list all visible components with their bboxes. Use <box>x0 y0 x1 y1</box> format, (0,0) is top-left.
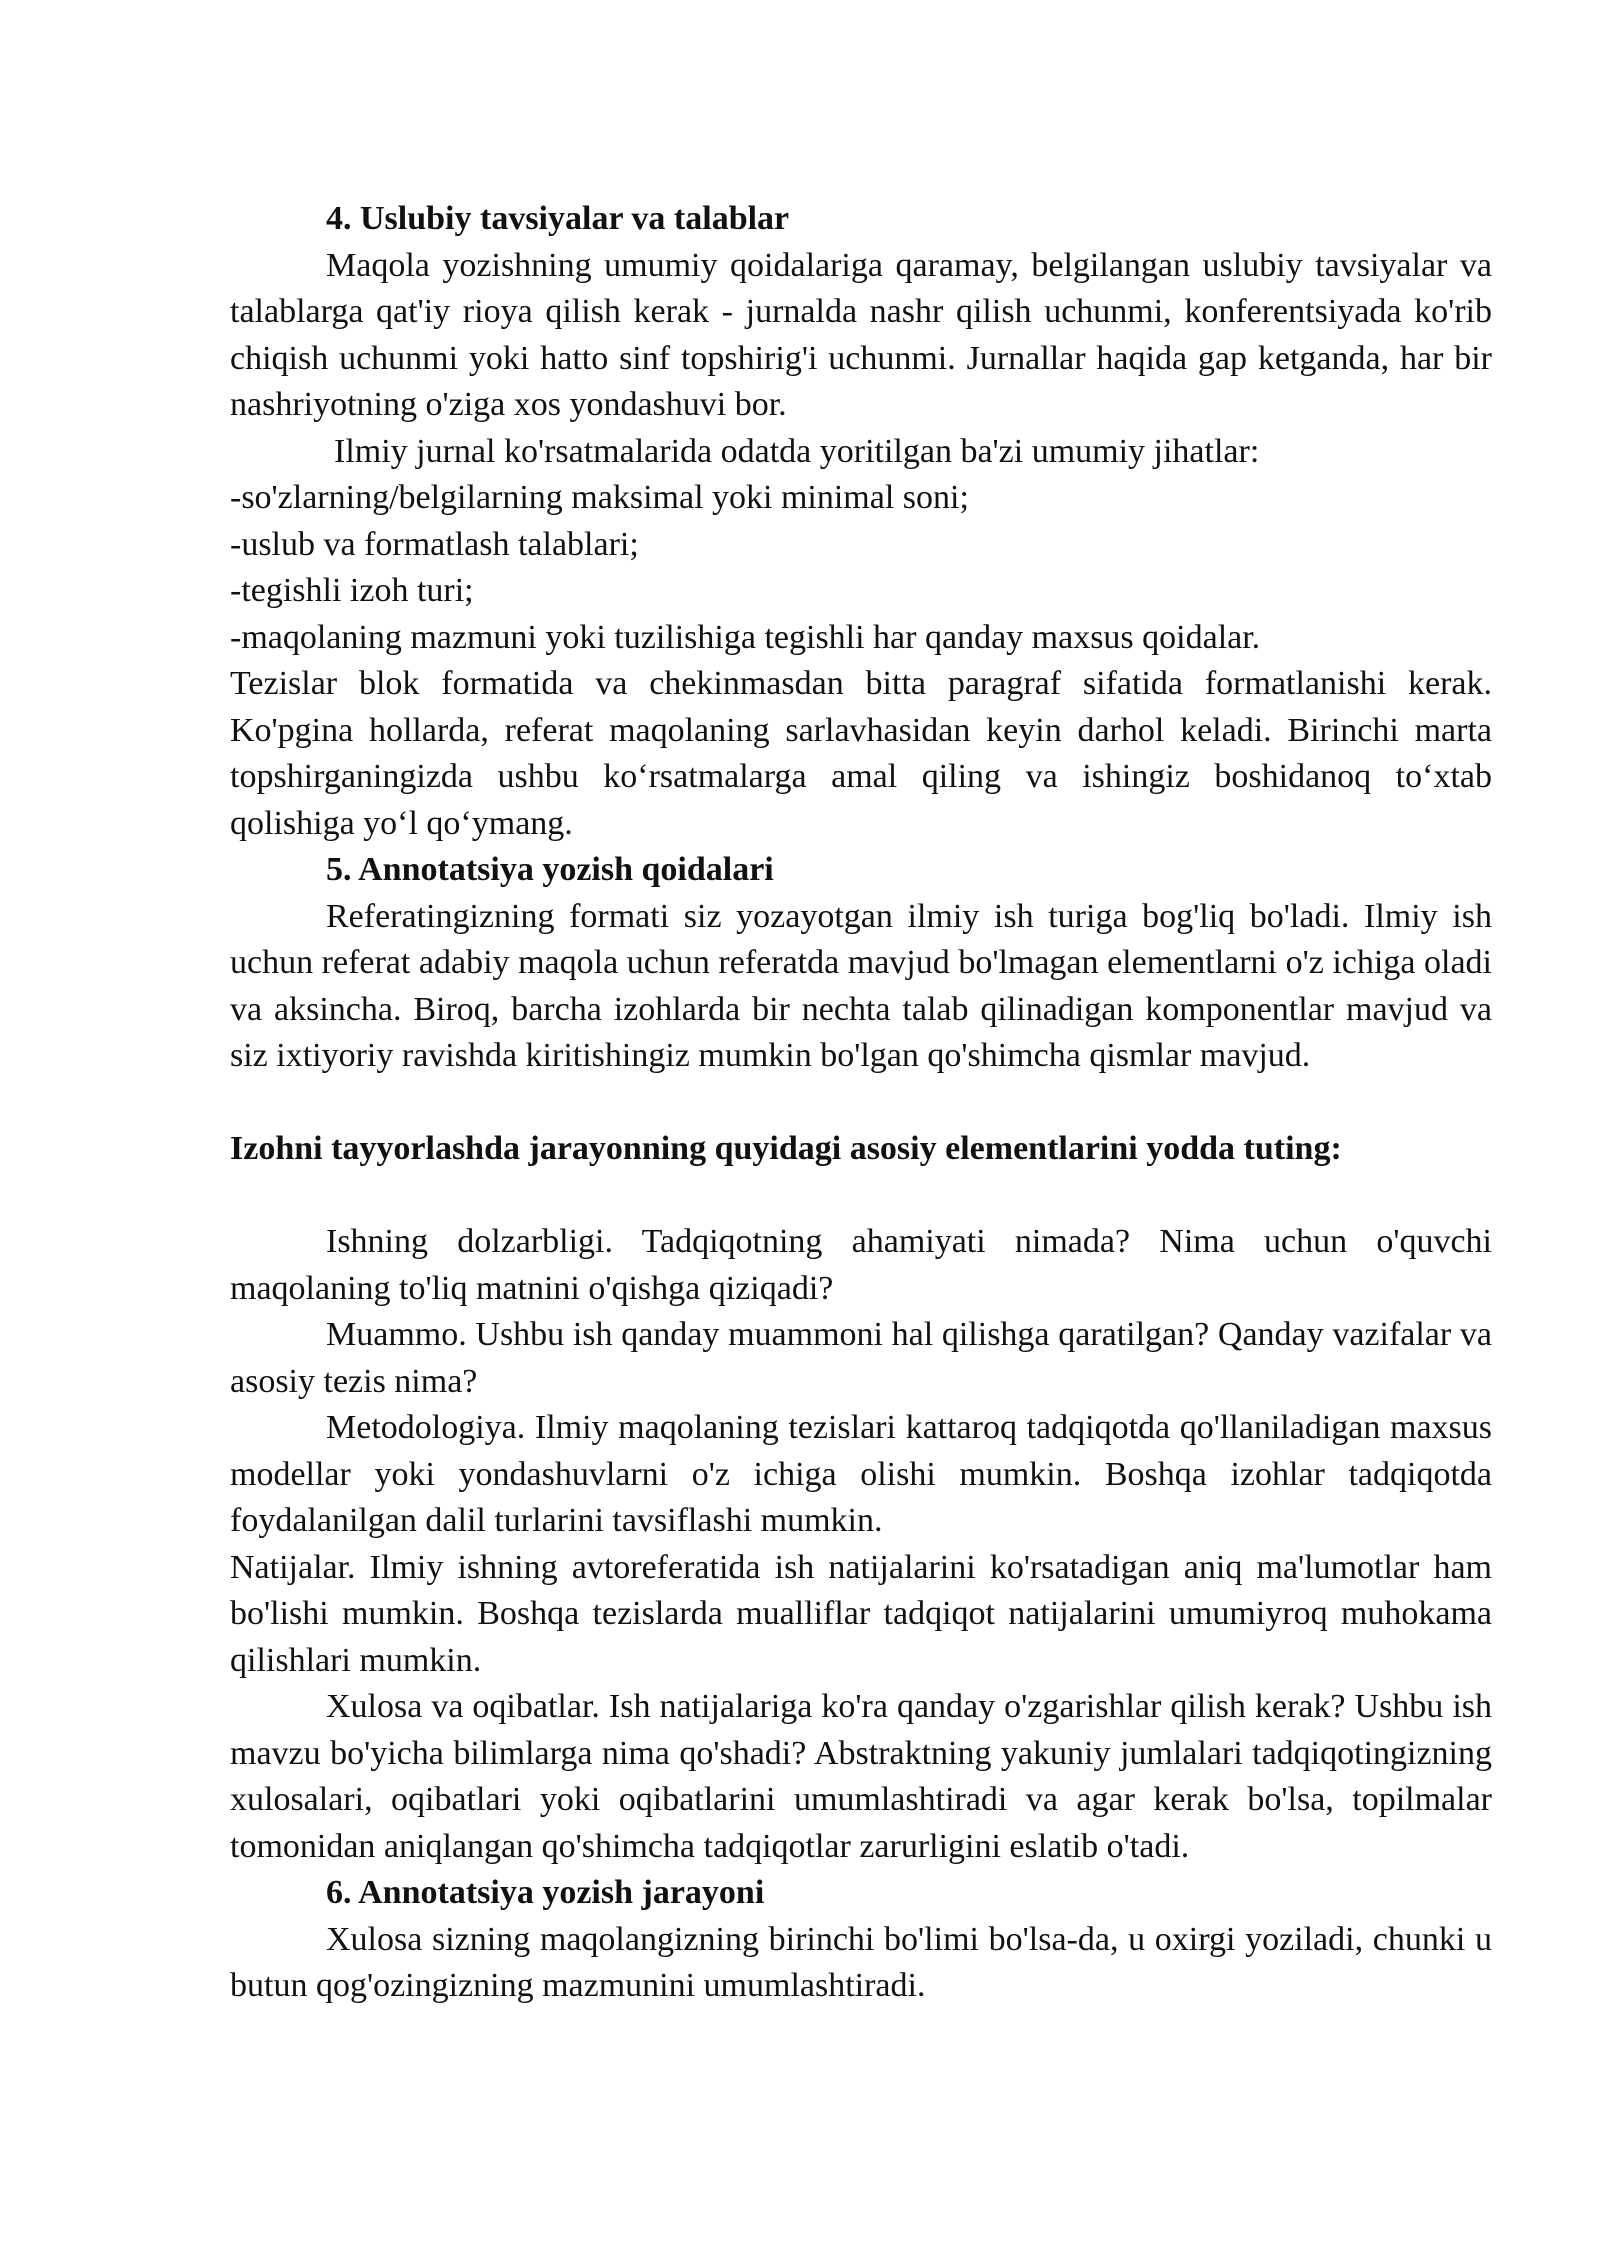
section-6-paragraph-1: Xulosa sizning maqolangizning birinchi bo'limi bo'lsa-da, u oxirgi yoziladi, chunki u butun qog'ozingizning mazmunini umumlashtiradi. <box>230 1920 1492 2004</box>
section-4-heading: 4. Uslubiy tavsiyalar va talablar <box>326 200 790 237</box>
document-page <box>230 196 1492 2010</box>
list-item: -tegishli izoh turi; <box>230 572 474 609</box>
item-methodology: Metodologiya. Ilmiy maqolaning tezislari kattaroq tadqiqotda qo'llaniladigan maxsus modellar yoki yondashuvlarni o'z ichiga olishi mumkin. Boshqa izohlar tadqiqotda foydalanilgan dalil turlarini tavsiflashi mumkin. <box>230 1409 1492 1539</box>
item-relevance: Ishning dolzarbligi. Tadqiqotning ahamiyati nimada? Nima uchun o'quvchi maqolaning to'liq matnini o'qishga qiziqadi? <box>230 1223 1492 1307</box>
item-results: Natijalar. Ilmiy ishning avtoreferatida ish natijalarini ko'rsatadigan aniq ma'lumotlar ham bo'lishi mumkin. Boshqa tezislarda mualliflar tadqiqot natijalarini umumiyroq muhokama qilishlari mumkin. <box>230 1548 1492 1679</box>
item-conclusion: Xulosa va oqibatlar. Ish natijalariga ko'ra qanday o'zgarishlar qilish kerak? Ushbu ish mavzu bo'yicha bilimlarga nima qo'shadi? Abstraktning yakuniy jumlalari tadqiqotingizning xulosalari, oqibatlari yoki oqibatlarini umumlashtiradi va agar kerak bo'lsa, topilmalar tomonidan aniqlangan qo'shimcha tadqiqotlar zarurligini eslatib o'tadi. <box>230 1688 1492 1865</box>
item-problem: Muammo. Ushbu ish qanday muammoni hal qilishga qaratilgan? Qanday vazifalar va asosiy tezis nima? <box>230 1316 1492 1400</box>
section-5-paragraph-1: Referatingizning formati siz yozayotgan ilmiy ish turiga bog'liq bo'ladi. Ilmiy ish uchun referat adabiy maqola uchun referatda mavjud bo'lmagan elementlarni o'z ichiga oladi va aksincha. Biroq, barcha izohlarda bir nechta talab qilinadigan komponentlar mavjud va siz ixtiyoriy ravishda kiritishingiz mumkin bo'lgan qo'shimcha qismlar mavjud. <box>230 897 1492 1074</box>
section-5-subheading: Izohni tayyorlashda jarayonning quyidagi asosiy elementlarini yodda tuting: <box>230 1130 1342 1167</box>
section-6-heading: 6. Annotatsiya yozish jarayoni <box>326 1874 765 1911</box>
section-5-heading: 5. Annotatsiya yozish qoidalari <box>326 851 774 888</box>
list-item: -uslub va formatlash talablari; <box>230 525 639 563</box>
section-4-paragraph-3: Tezislar blok formatida va chekinmasdan bitta paragraf sifatida formatlanishi kerak. Ko'pgina hollarda, referat maqolaning sarlavhasidan keyin darhol keladi. Birinchi marta topshirganingizda ushbu ko‘rsatmalarga amal qiling va ishingiz boshidanoq to‘xtab qolishiga yo‘l qo‘ymang. <box>230 665 1492 842</box>
list-item: -so'zlarning/belgilarning maksimal yoki minimal soni; <box>230 479 969 516</box>
section-4-paragraph-2: Ilmiy jurnal ko'rsatmalarida odatda yoritilgan ba'zi umumiy jihatlar: <box>334 432 1260 470</box>
spacer <box>230 1080 1492 1127</box>
list-item: -maqolaning mazmuni yoki tuzilishiga tegishli har qanday maxsus qoidalar. <box>230 618 1261 656</box>
section-4-paragraph-1: Maqola yozishning umumiy qoidalariga qaramay, belgilangan uslubiy tavsiyalar va talablarga qat'iy rioya qilish kerak - jurnalda nashr qilish uchunmi, konferentsiyada ko'rib chiqish uchunmi yoki hatto sinf topshirig'i uchunmi. Jurnallar haqida gap ketganda, har bir nashriyotning o'ziga xos yondashuvi bor. <box>230 246 1492 423</box>
spacer <box>230 1173 1492 1220</box>
